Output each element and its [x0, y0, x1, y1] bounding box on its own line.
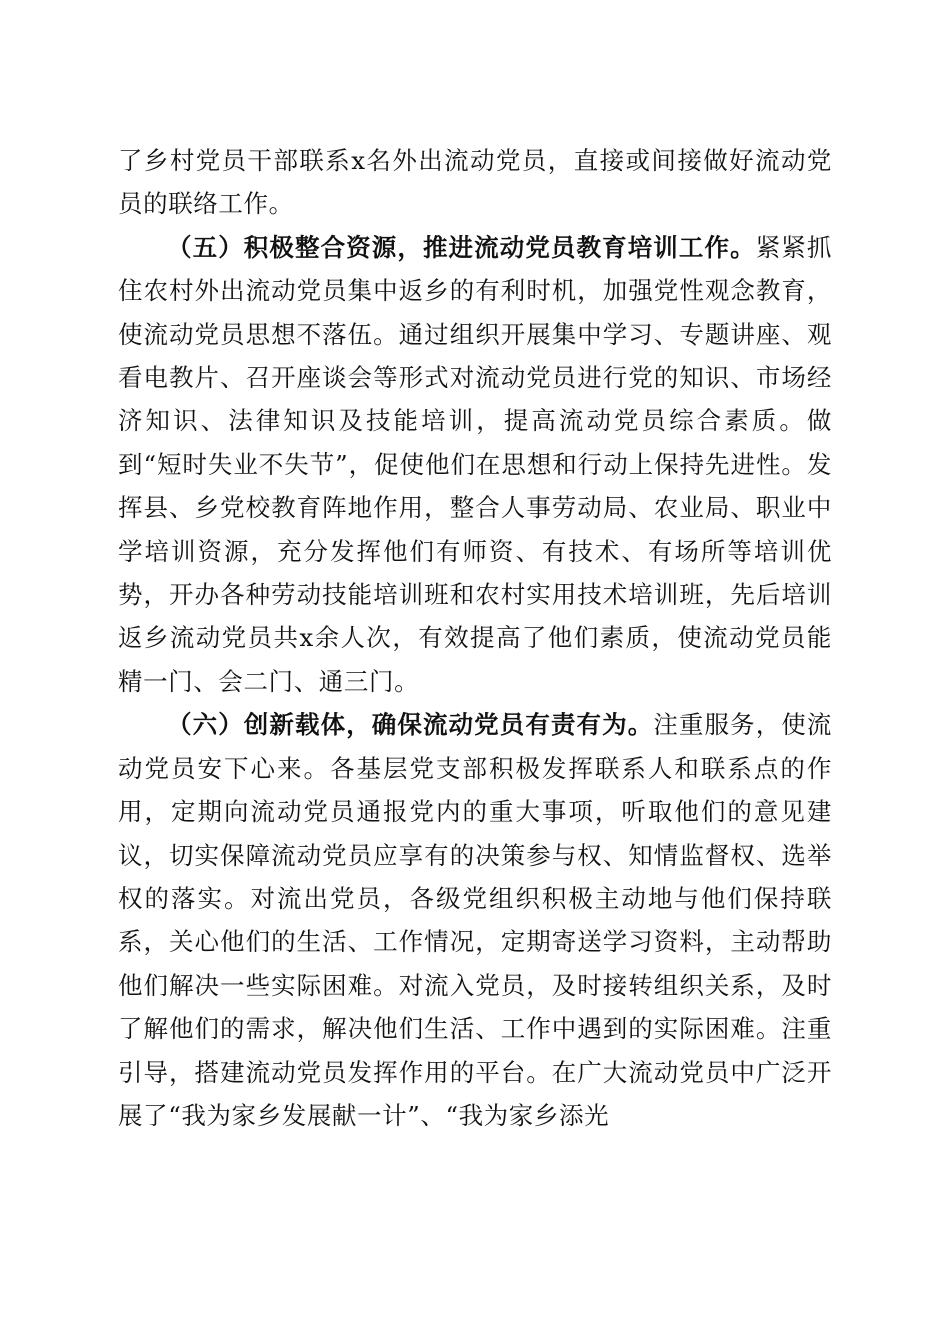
section-heading-6: （六）创新载体，确保流动党员有责有为。: [167, 710, 654, 740]
document-body: [118, 139, 832, 1137]
paragraph-text: 了乡村党员干部联系x名外出流动党员，直接或间接做好流动党员的联络工作。: [118, 146, 832, 219]
section-heading-5: （五）积极整合资源，推进流动党员教育培训工作。: [167, 232, 756, 262]
paragraph-section-5: [118, 226, 832, 703]
paragraph-section-6: [118, 703, 832, 1137]
paragraph-continuation: [118, 139, 832, 226]
paragraph-text: 紧紧抓住农村外出流动党员集中返乡的有利时机，加强党性观念教育，使流动党员思想不落伍。通过组织开展集中学习、专题讲座、观看电教片、召开座谈会等形式对流动党员进行党的知识、市场经济知识、法律知识及技能培训，提高流动党员综合素质。做到“短时失业不失节”，促使他们在思想和行动上保持先进性。发挥县、乡党校教育阵地作用，整合人事劳动局、农业局、职业中学培训资源，充分发挥他们有师资、有技术、有场所等培训优势，开办各种劳动技能培训班和农村实用技术培训班，先后培训返乡流动党员共x余人次，有效提高了他们素质，使流动党员能精一门、会二门、通三门。: [118, 232, 832, 696]
paragraph-text: 注重服务，使流动党员安下心来。各基层党支部积极发挥联系人和联系点的作用，定期向流动党员通报党内的重大事项，听取他们的意见建议，切实保障流动党员应享有的决策参与权、知情监督权、选举权的落实。对流出党员，各级党组织积极主动地与他们保持联系，关心他们的生活、工作情况，定期寄送学习资料，主动帮助他们解决一些实际困难。对流入党员，及时接转组织关系，及时了解他们的需求，解决他们生活、工作中遇到的实际困难。注重引导，搭建流动党员发挥作用的平台。在广大流动党员中广泛开展了“我为家乡发展献一计”、“我为家乡添光: [118, 710, 833, 1130]
